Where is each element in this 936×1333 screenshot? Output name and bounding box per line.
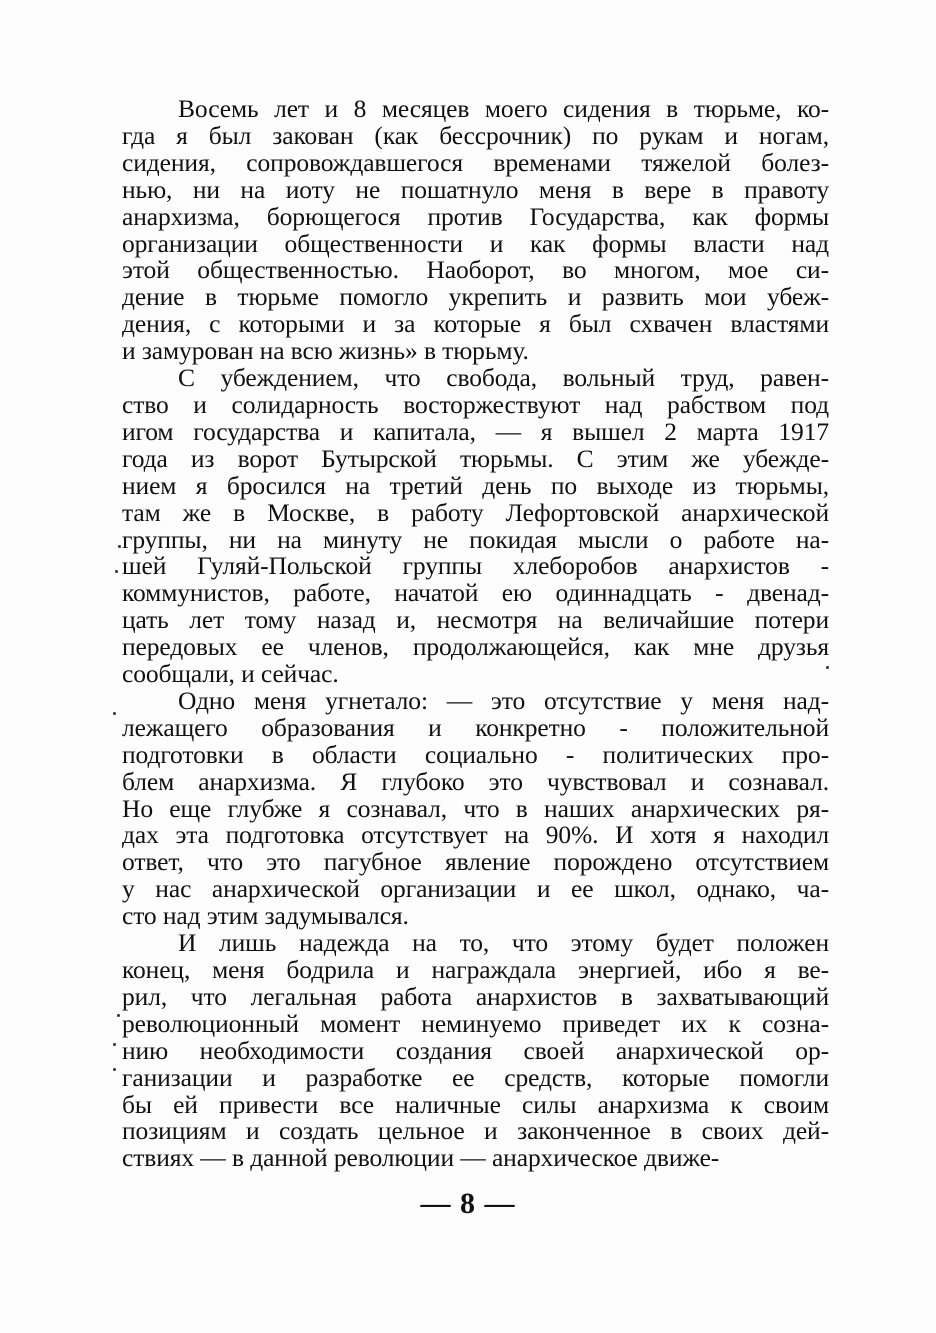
text-line: Но еще глубже я сознавал, что в наших анархических ря- — [122, 793, 829, 823]
body-text — [122, 96, 829, 1172]
text-line: нью, ни на иоту не пошатнуло меня в вере в правоту — [122, 174, 829, 204]
text-line: нию необходимости создания своей анархической ор- — [122, 1035, 829, 1065]
text-line: нием я бросился на третий день по выходе из тюрьмы, — [122, 470, 829, 500]
text-line: сто над этим задумывался. — [122, 901, 409, 931]
text-line: шей Гуляй-Польской группы хлеборобов анархистов - — [122, 551, 829, 581]
text-line: года из ворот Бутырской тюрьмы. С этим же убежде- — [122, 443, 829, 473]
text-line: Восемь лет и 8 месяцев моего сидения в тюрьме, ко- — [178, 94, 829, 123]
text-line: игом государства и капитала, — я вышел 2 марта 1917 — [122, 416, 829, 446]
text-line: бы ей привести все наличные силы анархизма к своим — [122, 1089, 829, 1119]
text-line: дах эта подготовка отсутствует на 90%. И хотя я находил — [122, 820, 829, 850]
text-line: рил, что легальная работа анархистов в захватывающий — [122, 981, 829, 1011]
text-line: там же в Москве, в работу Лефортовской анархической — [122, 497, 829, 527]
text-line: лежащего образования и конкретно - положительной — [122, 712, 829, 742]
text-line: ответ, что это пагубное явление порождено отсутствием — [122, 847, 829, 877]
print-speck — [117, 1014, 120, 1017]
text-line: подготовки в области социально - политических про- — [122, 739, 829, 769]
print-speck — [113, 712, 116, 715]
text-line: позициям и создать цельное и законченное в своих дей- — [122, 1116, 829, 1146]
text-line: гда я был закован (как бессрочник) по рукам и ногам, — [122, 120, 829, 150]
text-line: сообщали, и сейчас. — [122, 659, 339, 689]
print-speck — [113, 1043, 116, 1046]
text-line: группы, ни на минуту не покидая мысли о работе на- — [122, 524, 829, 554]
print-speck — [115, 570, 118, 573]
text-line: этой общественностью. Наоборот, во многом, мое си- — [122, 255, 829, 285]
text-line: коммунистов, работе, начатой ею одиннадцать - двенад- — [122, 578, 829, 608]
print-speck — [826, 666, 829, 669]
text-line: организации общественности и как формы власти над — [122, 228, 829, 258]
text-line: у нас анархической организации и ее школ, однако, ча- — [122, 874, 829, 904]
text-line: конец, меня бодрила и награждала энергией, ибо я ве- — [122, 955, 829, 984]
paragraph — [122, 685, 829, 931]
text-line: ганизации и разработке ее средств, которые помогли — [122, 1062, 829, 1092]
text-line: цать лет тому назад и, несмотря на величайшие потери — [122, 605, 829, 635]
text-line: ство и солидарность восторжествуют над рабством под — [122, 389, 829, 419]
text-line: И лишь надежда на то, что этому будет положен — [178, 928, 829, 958]
paragraph — [122, 96, 829, 365]
print-speck — [113, 1068, 116, 1071]
text-line: С убеждением, что свобода, вольный труд, равен- — [178, 363, 829, 393]
text-line: блем анархизма. Я глубоко это чувствовал и сознавал. — [122, 766, 829, 796]
page-number: — 8 — — [420, 1187, 516, 1220]
paragraph — [122, 365, 829, 688]
paragraph — [122, 930, 829, 1172]
text-line: революционный момент неминуемо приведет их к созна- — [122, 1008, 829, 1038]
text-line: дения, с которыми и за которые я был схвачен властями — [122, 309, 829, 339]
print-speck — [118, 545, 121, 548]
text-line: Одно меня угнетало: — это отсутствие у меня над- — [178, 685, 829, 715]
text-line: ствиях — в данной революции — анархическое движе- — [122, 1143, 720, 1173]
text-line: дение в тюрьме помогло укрепить и развить мои убеж- — [122, 282, 829, 312]
text-line: сидения, сопровождавшегося временами тяжелой болез- — [122, 147, 829, 177]
text-line: анархизма, борющегося против Государства, как формы — [122, 201, 829, 231]
text-line: передовых ее членов, продолжающейся, как мне друзья — [122, 632, 829, 662]
text-line: и замурован на всю жизнь» в тюрьму. — [122, 336, 529, 366]
